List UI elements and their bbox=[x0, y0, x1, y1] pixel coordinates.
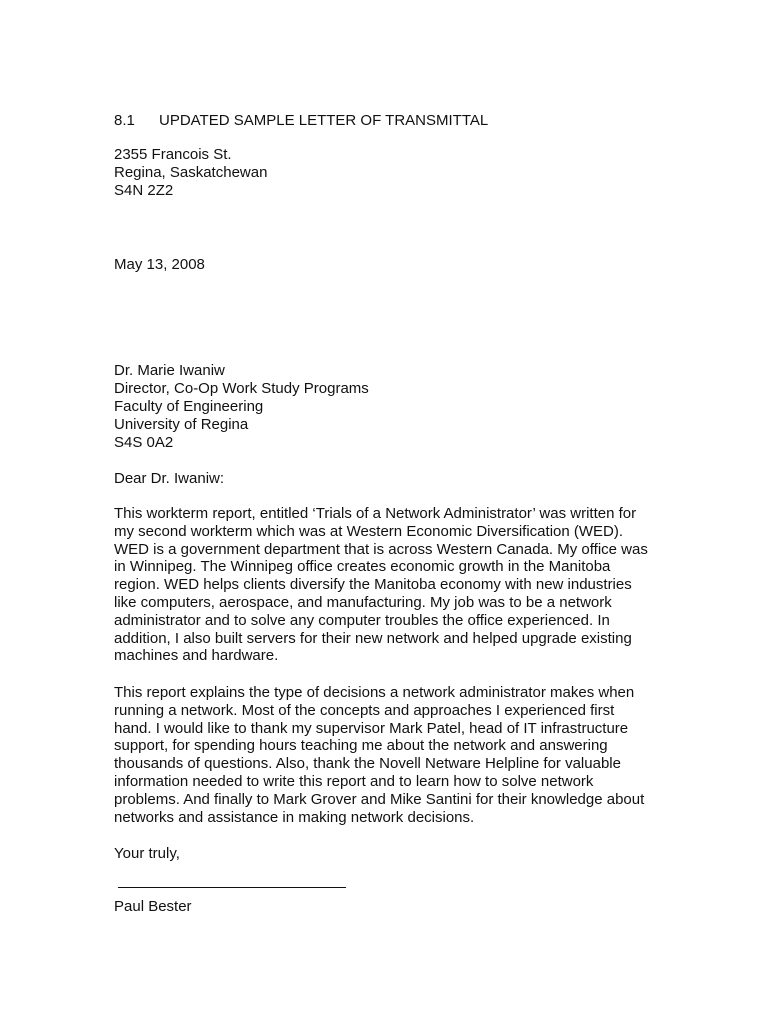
paragraph-line: region. WED helps clients diversify the Manitoba economy with new industries bbox=[114, 576, 632, 594]
recipient-line: S4S 0A2 bbox=[114, 434, 174, 451]
sender-address-line: Regina, Saskatchewan bbox=[114, 164, 268, 181]
section-title: UPDATED SAMPLE LETTER OF TRANSMITTAL bbox=[159, 112, 489, 129]
sender-address-line: S4N 2Z2 bbox=[114, 182, 174, 199]
letter-date: May 13, 2008 bbox=[114, 256, 205, 273]
recipient-line: Faculty of Engineering bbox=[114, 398, 264, 415]
paragraph-line: addition, I also built servers for their new network and helped upgrade existing bbox=[114, 629, 632, 647]
paragraph-line: problems. And finally to Mark Grover and Mike Santini for their knowledge about bbox=[114, 790, 645, 808]
paragraph-line: machines and hardware. bbox=[114, 647, 279, 665]
paragraph-line: WED is a government department that is across Western Canada. My office was bbox=[114, 540, 648, 558]
closing: Your truly, bbox=[114, 845, 180, 862]
paragraph-line: running a network. Most of the concepts and approaches I experienced first bbox=[114, 701, 615, 719]
paragraph-line: like computers, aerospace, and manufacturing. My job was to be a network bbox=[114, 593, 612, 611]
recipient-line: Director, Co-Op Work Study Programs bbox=[114, 380, 369, 397]
paragraph-line: This report explains the type of decisions a network administrator makes when bbox=[114, 684, 635, 701]
sender-address-line: 2355 Francois St. bbox=[114, 146, 232, 163]
salutation: Dear Dr. Iwaniw: bbox=[114, 470, 225, 487]
paragraph-line: hand. I would like to thank my supervisor Mark Patel, head of IT infrastructure bbox=[114, 719, 629, 737]
recipient-line: Dr. Marie Iwaniw bbox=[114, 362, 225, 379]
paragraph-line: in Winnipeg. The Winnipeg office creates economic growth in the Manitoba bbox=[114, 558, 611, 576]
recipient-address bbox=[114, 362, 369, 452]
paragraph-line: my second workterm which was at Western Economic Diversification (WED). bbox=[114, 522, 624, 540]
section-number: 8.1 bbox=[114, 112, 135, 129]
recipient-line: University of Regina bbox=[114, 416, 249, 433]
body-paragraph-2 bbox=[114, 684, 644, 826]
paragraph-line: This workterm report, entitled ‘Trials of a Network Administrator’ was written for bbox=[114, 505, 637, 522]
body-paragraph-1 bbox=[114, 505, 648, 665]
section-heading bbox=[114, 112, 488, 130]
signature-name: Paul Bester bbox=[114, 898, 192, 915]
paragraph-line: administrator and to solve any computer troubles the office experienced. In bbox=[114, 611, 610, 629]
paragraph-line: information needed to write this report and to learn how to solve network bbox=[114, 772, 594, 790]
paragraph-line: networks and assistance in making network decisions. bbox=[114, 808, 475, 826]
paragraph-line: thousands of questions. Also, thank the Novell Netware Helpline for valuable bbox=[114, 755, 621, 773]
paragraph-line: support, for spending hours teaching me about the network and answering bbox=[114, 737, 608, 755]
signature-line bbox=[118, 887, 346, 888]
sender-address bbox=[114, 146, 267, 200]
